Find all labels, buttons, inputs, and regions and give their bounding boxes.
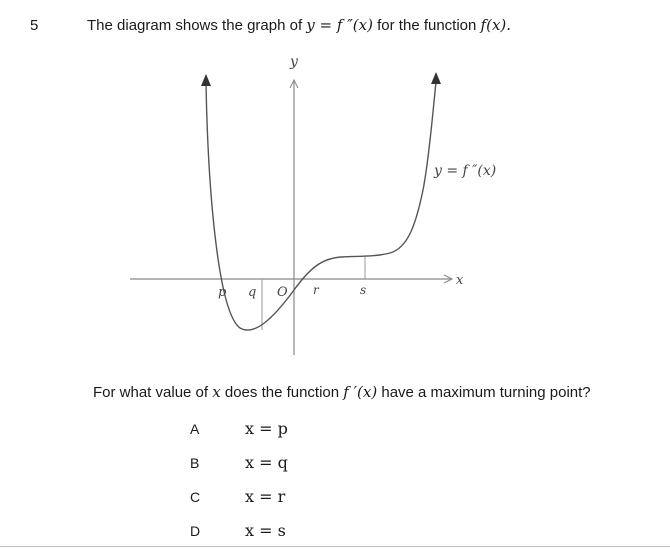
point-label-q: q: [248, 285, 257, 300]
stem-text-1: The diagram shows the graph of: [87, 17, 307, 34]
prompt-text-1: For what value of: [93, 384, 213, 401]
option-answer: x = q: [245, 453, 288, 472]
point-label-s: s: [360, 283, 367, 297]
option-b[interactable]: [190, 453, 390, 472]
prompt-variable: x: [212, 383, 221, 401]
x-axis-label: x: [456, 273, 464, 288]
option-letter: D: [190, 523, 201, 539]
option-a[interactable]: [190, 419, 390, 438]
stem-function: f(x).: [480, 16, 512, 34]
stem-text-2: for the function: [372, 17, 481, 34]
page-divider: [0, 546, 670, 547]
second-derivative-curve: [206, 82, 436, 330]
question-stem: [87, 16, 511, 34]
option-d[interactable]: [190, 521, 390, 540]
option-letter: B: [190, 455, 200, 471]
graph-svg: [122, 50, 522, 365]
question-number: 5: [30, 17, 39, 34]
curve-left-arrowhead: [201, 74, 211, 86]
point-label-r: r: [313, 283, 319, 297]
question-prompt: [93, 383, 591, 401]
option-answer: x = s: [245, 521, 286, 540]
option-letter: A: [190, 421, 200, 437]
y-axis-label: y: [290, 54, 298, 70]
stem-equation: y = f ″(x): [306, 16, 373, 34]
option-c[interactable]: [190, 487, 390, 506]
option-answer: x = p: [245, 419, 288, 438]
prompt-text-2: does the function: [220, 384, 344, 401]
option-letter: C: [190, 489, 201, 505]
point-label-p: p: [218, 285, 227, 300]
prompt-function: f ′(x): [343, 383, 378, 401]
curve-label: y = f ″(x): [434, 163, 497, 179]
prompt-text-3: have a maximum turning point?: [377, 384, 591, 401]
origin-label: O: [277, 285, 288, 300]
option-answer: x = r: [245, 487, 286, 506]
graph-figure: [122, 50, 522, 365]
curve-right-arrowhead: [431, 72, 441, 84]
